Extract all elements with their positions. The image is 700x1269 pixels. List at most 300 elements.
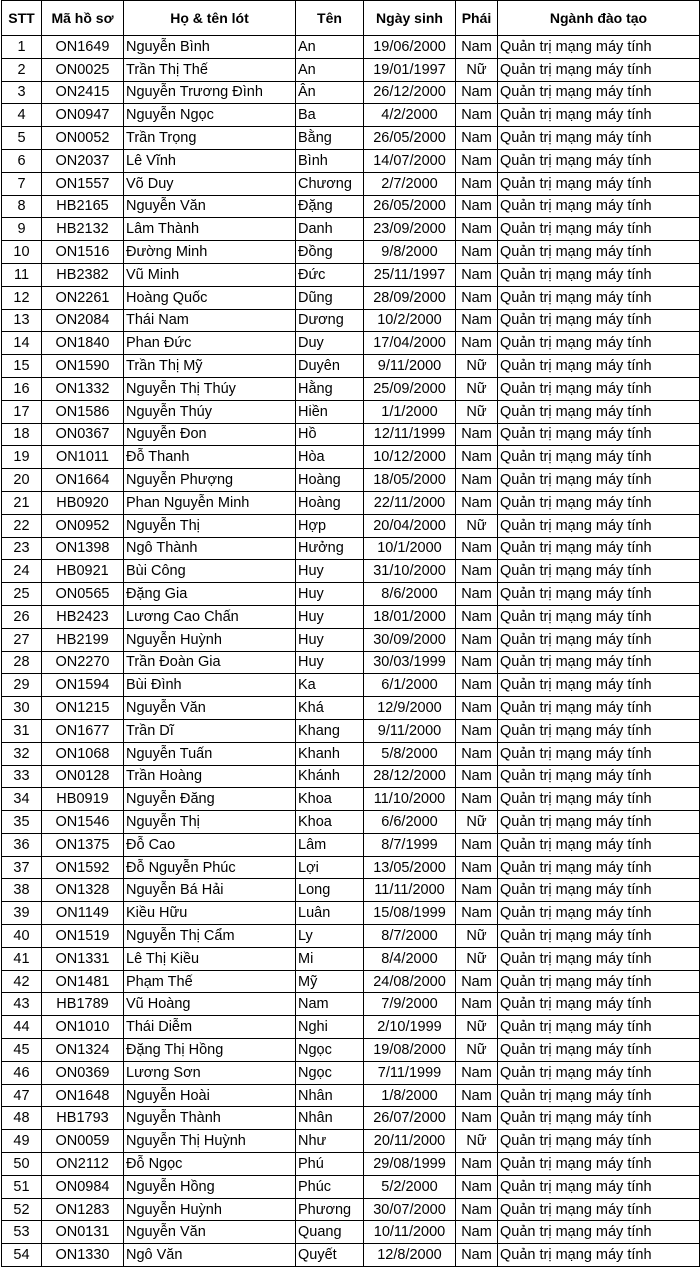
cell-nganh-dao-tao: Quản trị mạng máy tính (498, 81, 700, 104)
cell-ten: Đức (296, 263, 364, 286)
cell-stt: 19 (2, 446, 42, 469)
cell-ma-ho-so: ON1375 (42, 833, 124, 856)
cell-nganh-dao-tao: Quản trị mạng máy tính (498, 628, 700, 651)
cell-ngay-sinh: 23/09/2000 (364, 218, 456, 241)
cell-ho-ten-lot: Đỗ Ngọc (124, 1153, 296, 1176)
cell-nganh-dao-tao: Quản trị mạng máy tính (498, 537, 700, 560)
cell-nganh-dao-tao: Quản trị mạng máy tính (498, 811, 700, 834)
cell-ten: Mi (296, 947, 364, 970)
table-row (2, 81, 700, 104)
table-row (2, 1061, 700, 1084)
cell-ma-ho-so: ON0131 (42, 1221, 124, 1244)
cell-phai: Nam (456, 651, 498, 674)
cell-nganh-dao-tao: Quản trị mạng máy tính (498, 446, 700, 469)
table-row (2, 993, 700, 1016)
table-row (2, 833, 700, 856)
cell-ngay-sinh: 18/01/2000 (364, 605, 456, 628)
cell-stt: 30 (2, 697, 42, 720)
table-row (2, 1084, 700, 1107)
cell-phai: Nữ (456, 811, 498, 834)
cell-ten: Ly (296, 925, 364, 948)
cell-ho-ten-lot: Võ Duy (124, 172, 296, 195)
cell-ho-ten-lot: Nguyễn Bình (124, 36, 296, 59)
cell-nganh-dao-tao: Quản trị mạng máy tính (498, 697, 700, 720)
cell-ten: Nam (296, 993, 364, 1016)
cell-phai: Nam (456, 127, 498, 150)
cell-nganh-dao-tao: Quản trị mạng máy tính (498, 263, 700, 286)
cell-nganh-dao-tao: Quản trị mạng máy tính (498, 605, 700, 628)
cell-phai: Nam (456, 1198, 498, 1221)
table-row (2, 1107, 700, 1130)
cell-ten: Khang (296, 719, 364, 742)
cell-ngay-sinh: 4/2/2000 (364, 104, 456, 127)
cell-ho-ten-lot: Nguyễn Thành (124, 1107, 296, 1130)
cell-nganh-dao-tao: Quản trị mạng máy tính (498, 1061, 700, 1084)
cell-ho-ten-lot: Nguyễn Văn (124, 1221, 296, 1244)
cell-ma-ho-so: ON1331 (42, 947, 124, 970)
cell-phai: Nam (456, 765, 498, 788)
cell-stt: 10 (2, 241, 42, 264)
cell-stt: 39 (2, 902, 42, 925)
table-row (2, 856, 700, 879)
cell-ma-ho-so: ON2261 (42, 286, 124, 309)
cell-stt: 36 (2, 833, 42, 856)
cell-stt: 2 (2, 58, 42, 81)
table-row (2, 195, 700, 218)
cell-ma-ho-so: ON1649 (42, 36, 124, 59)
cell-ma-ho-so: ON1586 (42, 400, 124, 423)
cell-ngay-sinh: 1/8/2000 (364, 1084, 456, 1107)
cell-ten: Hoàng (296, 491, 364, 514)
cell-ngay-sinh: 26/05/2000 (364, 195, 456, 218)
cell-ngay-sinh: 11/10/2000 (364, 788, 456, 811)
cell-ngay-sinh: 9/8/2000 (364, 241, 456, 264)
table-row (2, 605, 700, 628)
cell-ngay-sinh: 7/9/2000 (364, 993, 456, 1016)
cell-ma-ho-so: ON1557 (42, 172, 124, 195)
cell-ho-ten-lot: Nguyễn Văn (124, 195, 296, 218)
cell-ma-ho-so: ON1516 (42, 241, 124, 264)
cell-stt: 29 (2, 674, 42, 697)
cell-ma-ho-so: ON0565 (42, 583, 124, 606)
cell-ho-ten-lot: Kiều Hữu (124, 902, 296, 925)
cell-ma-ho-so: HB2132 (42, 218, 124, 241)
cell-ma-ho-so: ON0367 (42, 423, 124, 446)
cell-ngay-sinh: 10/11/2000 (364, 1221, 456, 1244)
cell-ma-ho-so: ON1664 (42, 469, 124, 492)
cell-ho-ten-lot: Nguyễn Tuấn (124, 742, 296, 765)
cell-ngay-sinh: 25/09/2000 (364, 377, 456, 400)
cell-ngay-sinh: 22/11/2000 (364, 491, 456, 514)
cell-ten: Bình (296, 149, 364, 172)
cell-phai: Nam (456, 241, 498, 264)
cell-ho-ten-lot: Thái Diễm (124, 1016, 296, 1039)
cell-phai: Nam (456, 1175, 498, 1198)
cell-ngay-sinh: 10/1/2000 (364, 537, 456, 560)
cell-ngay-sinh: 8/7/2000 (364, 925, 456, 948)
cell-phai: Nam (456, 993, 498, 1016)
cell-ten: Nhân (296, 1107, 364, 1130)
cell-nganh-dao-tao: Quản trị mạng máy tính (498, 719, 700, 742)
cell-ho-ten-lot: Trần Dĩ (124, 719, 296, 742)
cell-ten: Phương (296, 1198, 364, 1221)
cell-ten: Huy (296, 651, 364, 674)
cell-ten: Như (296, 1130, 364, 1153)
cell-stt: 1 (2, 36, 42, 59)
cell-stt: 4 (2, 104, 42, 127)
cell-ho-ten-lot: Ngô Thành (124, 537, 296, 560)
cell-nganh-dao-tao: Quản trị mạng máy tính (498, 1153, 700, 1176)
cell-phai: Nam (456, 36, 498, 59)
cell-phai: Nữ (456, 1016, 498, 1039)
cell-nganh-dao-tao: Quản trị mạng máy tính (498, 583, 700, 606)
cell-phai: Nam (456, 833, 498, 856)
cell-nganh-dao-tao: Quản trị mạng máy tính (498, 400, 700, 423)
cell-stt: 44 (2, 1016, 42, 1039)
header-row (2, 1, 700, 36)
cell-ho-ten-lot: Đỗ Nguyễn Phúc (124, 856, 296, 879)
cell-ho-ten-lot: Đỗ Cao (124, 833, 296, 856)
cell-ten: Huy (296, 560, 364, 583)
cell-ten: Lợi (296, 856, 364, 879)
cell-ngay-sinh: 1/1/2000 (364, 400, 456, 423)
table-row (2, 970, 700, 993)
cell-nganh-dao-tao: Quản trị mạng máy tính (498, 560, 700, 583)
table-header (2, 1, 700, 36)
cell-ten: Ba (296, 104, 364, 127)
table-row (2, 1198, 700, 1221)
cell-phai: Nam (456, 491, 498, 514)
cell-ten: Khoa (296, 811, 364, 834)
cell-nganh-dao-tao: Quản trị mạng máy tính (498, 902, 700, 925)
cell-nganh-dao-tao: Quản trị mạng máy tính (498, 833, 700, 856)
table-row (2, 742, 700, 765)
table-row (2, 218, 700, 241)
header-ngay-sinh: Ngày sinh (364, 1, 456, 36)
cell-stt: 14 (2, 332, 42, 355)
header-stt: STT (2, 1, 42, 36)
header-phai: Phái (456, 1, 498, 36)
cell-phai: Nam (456, 879, 498, 902)
cell-ho-ten-lot: Phan Đức (124, 332, 296, 355)
cell-ma-ho-so: ON0369 (42, 1061, 124, 1084)
cell-ma-ho-so: ON2037 (42, 149, 124, 172)
cell-nganh-dao-tao: Quản trị mạng máy tính (498, 674, 700, 697)
cell-ngay-sinh: 7/11/1999 (364, 1061, 456, 1084)
table-row (2, 1016, 700, 1039)
cell-ma-ho-so: ON2415 (42, 81, 124, 104)
cell-stt: 7 (2, 172, 42, 195)
cell-ten: Ân (296, 81, 364, 104)
cell-nganh-dao-tao: Quản trị mạng máy tính (498, 149, 700, 172)
cell-stt: 45 (2, 1039, 42, 1062)
cell-nganh-dao-tao: Quản trị mạng máy tính (498, 377, 700, 400)
cell-ten: Khá (296, 697, 364, 720)
cell-ten: Ngọc (296, 1039, 364, 1062)
cell-ho-ten-lot: Nguyễn Thúy (124, 400, 296, 423)
cell-stt: 6 (2, 149, 42, 172)
table-row (2, 537, 700, 560)
table-row (2, 172, 700, 195)
cell-ten: Ngọc (296, 1061, 364, 1084)
cell-stt: 26 (2, 605, 42, 628)
cell-ma-ho-so: ON1324 (42, 1039, 124, 1062)
cell-ngay-sinh: 9/11/2000 (364, 719, 456, 742)
cell-phai: Nữ (456, 58, 498, 81)
table-row (2, 719, 700, 742)
table-row (2, 423, 700, 446)
cell-stt: 15 (2, 355, 42, 378)
table-row (2, 1244, 700, 1267)
cell-ngay-sinh: 5/8/2000 (364, 742, 456, 765)
cell-ten: Hằng (296, 377, 364, 400)
cell-ngay-sinh: 26/07/2000 (364, 1107, 456, 1130)
cell-ngay-sinh: 18/05/2000 (364, 469, 456, 492)
cell-ho-ten-lot: Phan Nguyễn Minh (124, 491, 296, 514)
cell-ten: Phúc (296, 1175, 364, 1198)
cell-ma-ho-so: ON1330 (42, 1244, 124, 1267)
cell-ma-ho-so: HB0921 (42, 560, 124, 583)
cell-ho-ten-lot: Nguyễn Bá Hải (124, 879, 296, 902)
cell-ho-ten-lot: Bùi Đình (124, 674, 296, 697)
cell-ho-ten-lot: Nguyễn Phượng (124, 469, 296, 492)
cell-stt: 9 (2, 218, 42, 241)
cell-ho-ten-lot: Trần Thị Thế (124, 58, 296, 81)
table-row (2, 560, 700, 583)
cell-phai: Nữ (456, 400, 498, 423)
cell-ho-ten-lot: Nguyễn Thị Thúy (124, 377, 296, 400)
cell-phai: Nữ (456, 514, 498, 537)
cell-phai: Nam (456, 1221, 498, 1244)
cell-ten: Hòa (296, 446, 364, 469)
cell-ten: Quyết (296, 1244, 364, 1267)
cell-ma-ho-so: ON1594 (42, 674, 124, 697)
cell-nganh-dao-tao: Quản trị mạng máy tính (498, 856, 700, 879)
cell-stt: 52 (2, 1198, 42, 1221)
table-row (2, 355, 700, 378)
cell-ten: Lâm (296, 833, 364, 856)
cell-ma-ho-so: ON1068 (42, 742, 124, 765)
cell-phai: Nam (456, 1107, 498, 1130)
cell-ho-ten-lot: Nguyễn Huỳnh (124, 1198, 296, 1221)
cell-ten: Hợp (296, 514, 364, 537)
cell-ten: Ka (296, 674, 364, 697)
cell-ten: Huy (296, 583, 364, 606)
cell-ngay-sinh: 10/12/2000 (364, 446, 456, 469)
cell-ngay-sinh: 15/08/1999 (364, 902, 456, 925)
cell-phai: Nam (456, 970, 498, 993)
cell-ma-ho-so: HB2423 (42, 605, 124, 628)
cell-ten: Nghi (296, 1016, 364, 1039)
table-row (2, 1153, 700, 1176)
cell-ngay-sinh: 17/04/2000 (364, 332, 456, 355)
cell-ho-ten-lot: Nguyễn Ngọc (124, 104, 296, 127)
cell-ma-ho-so: ON0059 (42, 1130, 124, 1153)
cell-ten: Hồ (296, 423, 364, 446)
cell-stt: 50 (2, 1153, 42, 1176)
cell-ho-ten-lot: Nguyễn Văn (124, 697, 296, 720)
cell-nganh-dao-tao: Quản trị mạng máy tính (498, 947, 700, 970)
cell-ngay-sinh: 8/7/1999 (364, 833, 456, 856)
cell-phai: Nam (456, 628, 498, 651)
cell-ten: Huy (296, 605, 364, 628)
cell-ma-ho-so: HB2165 (42, 195, 124, 218)
cell-ho-ten-lot: Nguyễn Thị Cẩm (124, 925, 296, 948)
cell-phai: Nam (456, 560, 498, 583)
cell-phai: Nam (456, 446, 498, 469)
table-row (2, 400, 700, 423)
cell-nganh-dao-tao: Quản trị mạng máy tính (498, 651, 700, 674)
cell-ngay-sinh: 13/05/2000 (364, 856, 456, 879)
cell-ngay-sinh: 26/05/2000 (364, 127, 456, 150)
cell-ho-ten-lot: Nguyễn Huỳnh (124, 628, 296, 651)
cell-ma-ho-so: HB0919 (42, 788, 124, 811)
cell-nganh-dao-tao: Quản trị mạng máy tính (498, 1107, 700, 1130)
table-row (2, 149, 700, 172)
cell-nganh-dao-tao: Quản trị mạng máy tính (498, 970, 700, 993)
cell-ten: Chương (296, 172, 364, 195)
cell-ma-ho-so: HB0920 (42, 491, 124, 514)
cell-phai: Nam (456, 81, 498, 104)
table-row (2, 446, 700, 469)
cell-phai: Nam (456, 697, 498, 720)
cell-stt: 53 (2, 1221, 42, 1244)
table-row (2, 1130, 700, 1153)
cell-ten: An (296, 58, 364, 81)
table-row (2, 241, 700, 264)
cell-ho-ten-lot: Nguyễn Hoài (124, 1084, 296, 1107)
cell-stt: 3 (2, 81, 42, 104)
cell-ma-ho-so: ON0952 (42, 514, 124, 537)
header-ten: Tên (296, 1, 364, 36)
cell-ho-ten-lot: Lê Vĩnh (124, 149, 296, 172)
cell-ma-ho-so: ON0052 (42, 127, 124, 150)
cell-nganh-dao-tao: Quản trị mạng máy tính (498, 218, 700, 241)
cell-stt: 32 (2, 742, 42, 765)
cell-nganh-dao-tao: Quản trị mạng máy tính (498, 286, 700, 309)
cell-stt: 49 (2, 1130, 42, 1153)
cell-ten: Bằng (296, 127, 364, 150)
cell-ma-ho-so: ON1481 (42, 970, 124, 993)
cell-ngay-sinh: 9/11/2000 (364, 355, 456, 378)
cell-phai: Nam (456, 856, 498, 879)
table-row (2, 286, 700, 309)
cell-ma-ho-so: ON1398 (42, 537, 124, 560)
cell-ma-ho-so: ON1215 (42, 697, 124, 720)
cell-ho-ten-lot: Nguyễn Thị (124, 514, 296, 537)
cell-nganh-dao-tao: Quản trị mạng máy tính (498, 879, 700, 902)
cell-ten: Huy (296, 628, 364, 651)
cell-nganh-dao-tao: Quản trị mạng máy tính (498, 993, 700, 1016)
cell-ten: Khanh (296, 742, 364, 765)
cell-phai: Nam (456, 1084, 498, 1107)
cell-ho-ten-lot: Ngô Văn (124, 1244, 296, 1267)
cell-stt: 34 (2, 788, 42, 811)
cell-stt: 43 (2, 993, 42, 1016)
cell-ten: Long (296, 879, 364, 902)
cell-ma-ho-so: HB2382 (42, 263, 124, 286)
cell-ngay-sinh: 8/4/2000 (364, 947, 456, 970)
cell-phai: Nữ (456, 1039, 498, 1062)
cell-stt: 8 (2, 195, 42, 218)
table-row (2, 1221, 700, 1244)
cell-stt: 47 (2, 1084, 42, 1107)
cell-stt: 41 (2, 947, 42, 970)
table-row (2, 811, 700, 834)
cell-nganh-dao-tao: Quản trị mạng máy tính (498, 355, 700, 378)
cell-stt: 18 (2, 423, 42, 446)
cell-nganh-dao-tao: Quản trị mạng máy tính (498, 742, 700, 765)
cell-phai: Nam (456, 172, 498, 195)
cell-phai: Nam (456, 605, 498, 628)
cell-phai: Nam (456, 1244, 498, 1267)
cell-stt: 42 (2, 970, 42, 993)
cell-ho-ten-lot: Nguyễn Hồng (124, 1175, 296, 1198)
cell-stt: 33 (2, 765, 42, 788)
cell-nganh-dao-tao: Quản trị mạng máy tính (498, 1221, 700, 1244)
cell-ho-ten-lot: Trần Hoàng (124, 765, 296, 788)
cell-nganh-dao-tao: Quản trị mạng máy tính (498, 1130, 700, 1153)
cell-ho-ten-lot: Đặng Thị Hồng (124, 1039, 296, 1062)
table-body (2, 36, 700, 1267)
cell-ten: An (296, 36, 364, 59)
cell-phai: Nam (456, 332, 498, 355)
cell-ma-ho-so: ON1677 (42, 719, 124, 742)
cell-ngay-sinh: 14/07/2000 (364, 149, 456, 172)
cell-phai: Nam (456, 1153, 498, 1176)
cell-nganh-dao-tao: Quản trị mạng máy tính (498, 1039, 700, 1062)
cell-ngay-sinh: 28/12/2000 (364, 765, 456, 788)
cell-ngay-sinh: 30/09/2000 (364, 628, 456, 651)
table-row (2, 514, 700, 537)
table-row (2, 1039, 700, 1062)
cell-nganh-dao-tao: Quản trị mạng máy tính (498, 332, 700, 355)
cell-ngay-sinh: 11/11/2000 (364, 879, 456, 902)
cell-ten: Hoàng (296, 469, 364, 492)
cell-phai: Nam (456, 537, 498, 560)
cell-stt: 20 (2, 469, 42, 492)
cell-ngay-sinh: 25/11/1997 (364, 263, 456, 286)
cell-phai: Nữ (456, 355, 498, 378)
cell-ma-ho-so: ON1011 (42, 446, 124, 469)
table-row (2, 491, 700, 514)
table-row (2, 697, 700, 720)
cell-ten: Hưởng (296, 537, 364, 560)
cell-ho-ten-lot: Lê Thị Kiều (124, 947, 296, 970)
cell-ten: Hiền (296, 400, 364, 423)
cell-ma-ho-so: ON2112 (42, 1153, 124, 1176)
cell-ten: Khoa (296, 788, 364, 811)
header-ho-ten-lot: Họ & tên lót (124, 1, 296, 36)
cell-ngay-sinh: 19/06/2000 (364, 36, 456, 59)
cell-stt: 51 (2, 1175, 42, 1198)
cell-stt: 17 (2, 400, 42, 423)
table-row (2, 332, 700, 355)
cell-phai: Nữ (456, 377, 498, 400)
cell-ho-ten-lot: Phạm Thế (124, 970, 296, 993)
table-row (2, 651, 700, 674)
cell-ho-ten-lot: Trần Thị Mỹ (124, 355, 296, 378)
cell-phai: Nữ (456, 1130, 498, 1153)
cell-ma-ho-so: ON1149 (42, 902, 124, 925)
header-nganh-dao-tao: Ngành đào tạo (498, 1, 700, 36)
table-row (2, 377, 700, 400)
cell-ma-ho-so: ON1010 (42, 1016, 124, 1039)
cell-phai: Nam (456, 149, 498, 172)
cell-phai: Nam (456, 1061, 498, 1084)
cell-phai: Nam (456, 195, 498, 218)
table-row (2, 902, 700, 925)
